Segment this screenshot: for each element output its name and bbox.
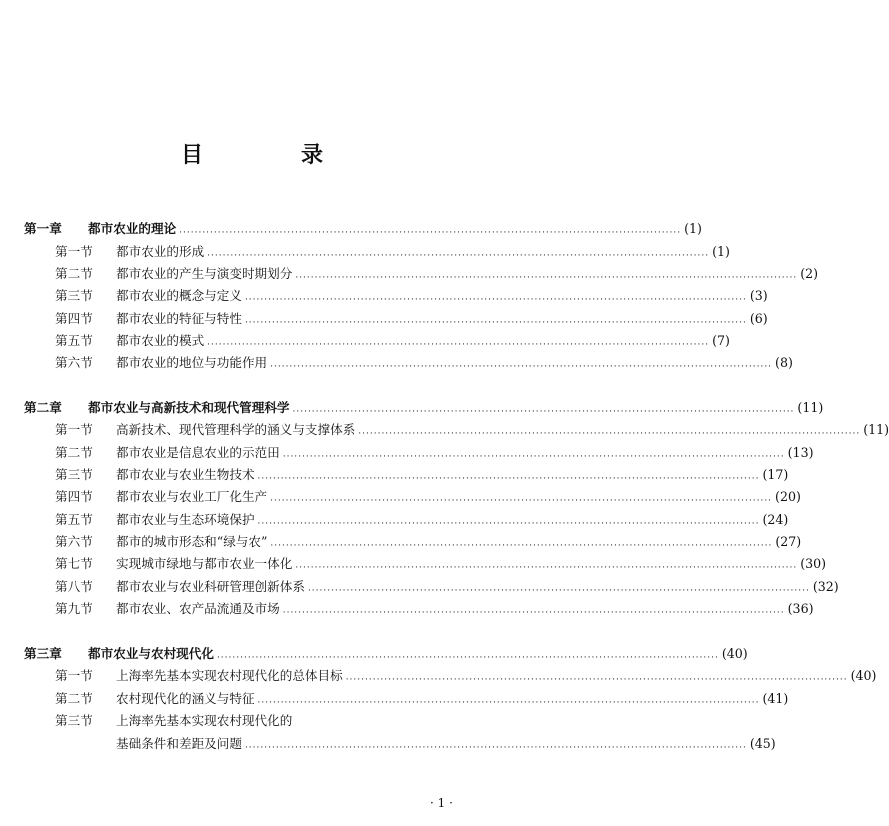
section-label: 第七节 — [55, 556, 93, 571]
folio-page-number: · 1 · — [430, 796, 453, 810]
toc-section[interactable] — [55, 288, 768, 306]
toc-section[interactable] — [55, 534, 802, 552]
chapter-title: 都市农业与高新技术和现代管理科学 — [88, 400, 290, 415]
section-title: 上海率先基本实现农村现代化的总体目标 — [116, 668, 343, 683]
chapter-title: 都市农业的理论 — [88, 221, 177, 236]
dot-leader: ·································································································································· — [282, 608, 785, 618]
page-number: (1) — [684, 221, 702, 236]
section-title: 都市农业的形成 — [116, 244, 205, 259]
dot-leader: ·································································································································· — [295, 273, 798, 283]
toc-section[interactable] — [55, 601, 814, 619]
dot-leader: ·································································································································· — [292, 407, 795, 417]
toc-chapter-2[interactable] — [24, 400, 824, 418]
section-label: 第六节 — [55, 355, 93, 370]
section-label: 第四节 — [55, 311, 93, 326]
section-title: 都市农业的特征与特性 — [116, 311, 242, 326]
dot-leader: ·································································································································· — [282, 452, 785, 462]
section-label: 第一节 — [55, 244, 93, 259]
dot-leader: ·································································································································· — [244, 743, 747, 753]
toc-section[interactable] — [55, 266, 819, 284]
section-label: 第九节 — [55, 601, 93, 616]
section-label: 第一节 — [55, 668, 93, 683]
toc-section[interactable] — [55, 489, 801, 507]
section-label: 第三节 — [55, 467, 93, 482]
section-title: 都市农业的地位与功能作用 — [116, 355, 268, 370]
toc-section[interactable] — [55, 422, 889, 440]
dot-leader: ·································································································································· — [179, 228, 682, 238]
page-number: (13) — [787, 445, 814, 460]
section-title: 都市农业的模式 — [116, 333, 205, 348]
dot-leader: ·································································································································· — [244, 318, 747, 328]
toc-section[interactable] — [55, 355, 793, 373]
dot-leader: ·································································································································· — [345, 675, 848, 685]
page-number: (11) — [797, 400, 824, 415]
page-number: (6) — [749, 311, 768, 326]
chapter-title: 都市农业与农村现代化 — [88, 646, 214, 661]
dot-leader: ·································································································································· — [257, 698, 760, 708]
section-title: 高新技术、现代管理科学的涵义与支撑体系 — [116, 422, 356, 437]
toc-section[interactable] — [55, 467, 789, 485]
toc-section[interactable] — [55, 445, 814, 463]
page-number: (41) — [762, 691, 789, 706]
section-label: 第二节 — [55, 266, 93, 281]
page-number: (40) — [850, 668, 877, 683]
section-title: 实现城市绿地与都市农业一体化 — [116, 556, 293, 571]
section-label: 第八节 — [55, 579, 93, 594]
toc-section[interactable] — [55, 691, 789, 709]
toc-section[interactable] — [55, 668, 877, 686]
page-number: (2) — [800, 266, 819, 281]
section-label: 第四节 — [55, 489, 93, 504]
dot-leader: ·································································································································· — [358, 429, 861, 439]
toc-chapter-3[interactable] — [24, 646, 748, 664]
page-number: (27) — [775, 534, 802, 549]
section-title: 都市农业与农业生物技术 — [116, 467, 255, 482]
section-label: 第五节 — [55, 512, 93, 527]
toc-section[interactable] — [55, 311, 768, 329]
chapter-label: 第三章 — [24, 646, 62, 661]
section-label: 第六节 — [55, 534, 93, 549]
section-title: 都市农业是信息农业的示范田 — [116, 445, 280, 460]
dot-leader: ·································································································································· — [270, 541, 773, 551]
toc-section[interactable] — [55, 556, 827, 574]
toc-section-continuation[interactable] — [116, 736, 776, 754]
page-number: (20) — [775, 489, 801, 504]
section-label: 第三节 — [55, 713, 93, 728]
toc-section[interactable] — [55, 333, 730, 351]
page-number: (45) — [749, 736, 776, 751]
section-title: 上海率先基本实现农村现代化的 — [116, 713, 293, 728]
section-label: 第三节 — [55, 288, 93, 303]
dot-leader: ·································································································································· — [257, 519, 760, 529]
section-title: 都市农业的产生与演变时期划分 — [116, 266, 293, 281]
chapter-label: 第一章 — [24, 221, 62, 236]
toc-section[interactable] — [55, 713, 482, 731]
section-title: 都市农业与农业科研管理创新体系 — [116, 579, 305, 594]
dot-leader: ·································································································································· — [307, 586, 810, 596]
dot-leader: ·································································································································· — [270, 362, 773, 372]
section-title: 都市农业与农业工厂化生产 — [116, 489, 268, 504]
section-label: 第二节 — [55, 445, 93, 460]
page-number: (3) — [749, 288, 768, 303]
section-title: 农村现代化的涵义与特征 — [116, 691, 255, 706]
page-number: (11) — [863, 422, 889, 437]
dot-leader: ·································································································································· — [270, 496, 773, 506]
page-number: (24) — [762, 512, 789, 527]
page-number: (7) — [712, 333, 730, 348]
toc-section[interactable] — [55, 512, 789, 530]
dot-leader: ·································································································································· — [207, 251, 710, 261]
toc-section[interactable] — [55, 579, 839, 597]
page-number: (17) — [762, 467, 789, 482]
chapter-label: 第二章 — [24, 400, 62, 415]
page-number: (36) — [787, 601, 814, 616]
page-number: (40) — [721, 646, 748, 661]
section-title: 都市的城市形态和“绿与农” — [116, 534, 268, 549]
page-title: 目 录 — [180, 143, 361, 168]
page-number: (32) — [812, 579, 839, 594]
dot-leader: ·································································································································· — [295, 563, 798, 573]
section-label: 第一节 — [55, 422, 93, 437]
page-number: (1) — [712, 244, 730, 259]
dot-leader: ·································································································································· — [207, 340, 710, 350]
section-title: 都市农业的概念与定义 — [116, 288, 242, 303]
toc-chapter-1[interactable] — [24, 221, 702, 239]
page-number: (8) — [775, 355, 793, 370]
toc-section[interactable] — [55, 244, 730, 262]
section-title: 基础条件和差距及问题 — [116, 736, 242, 751]
section-label: 第五节 — [55, 333, 93, 348]
dot-leader: ·································································································································· — [257, 474, 760, 484]
page-number: (30) — [800, 556, 827, 571]
dot-leader: ·································································································································· — [216, 653, 719, 663]
section-title: 都市农业、农产品流通及市场 — [116, 601, 280, 616]
section-label: 第二节 — [55, 691, 93, 706]
dot-leader: ·································································································································· — [244, 295, 747, 305]
section-title: 都市农业与生态环境保护 — [116, 512, 255, 527]
